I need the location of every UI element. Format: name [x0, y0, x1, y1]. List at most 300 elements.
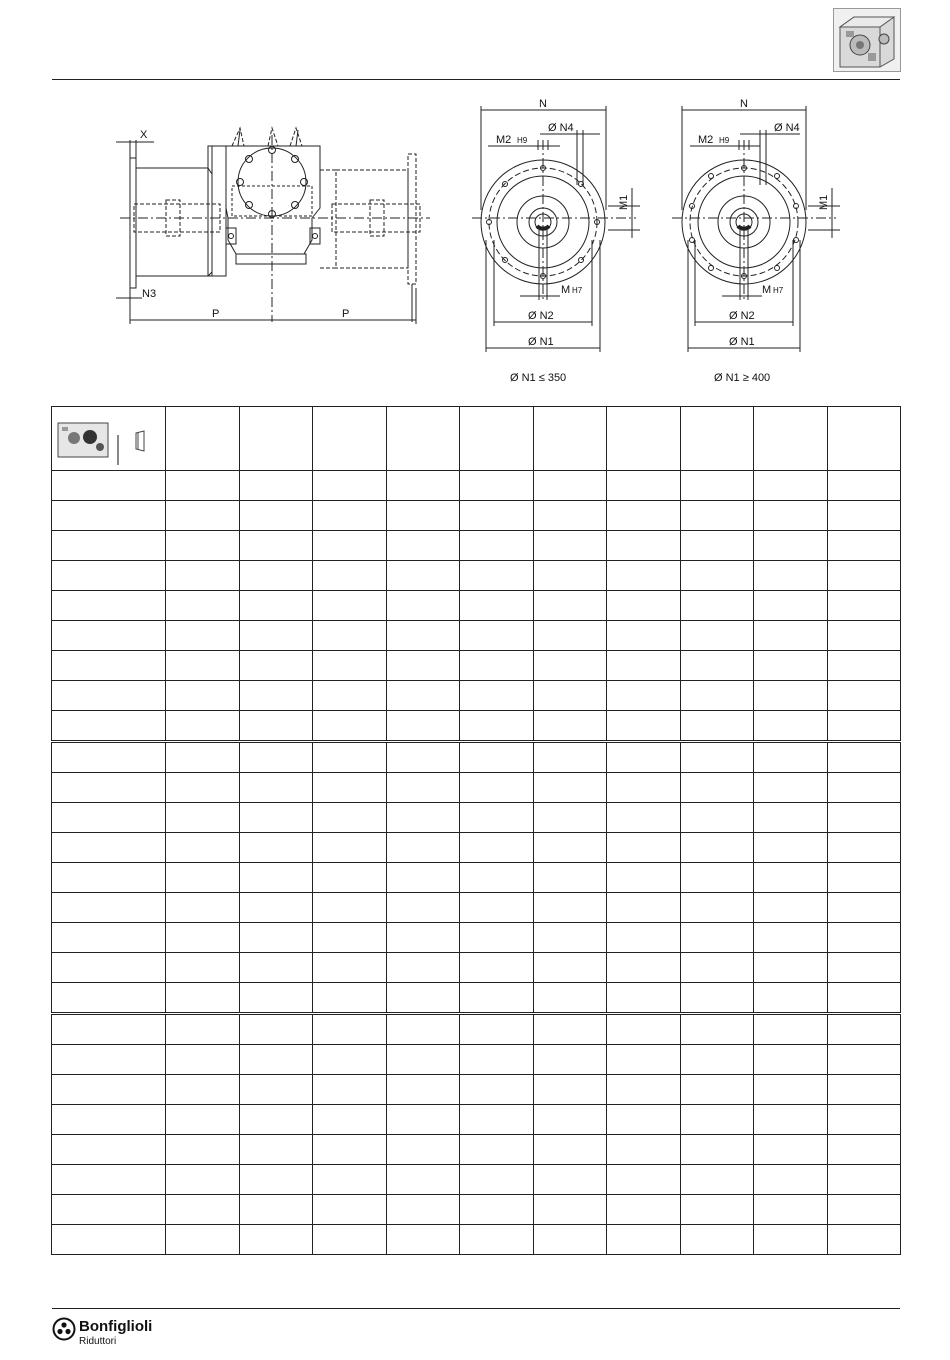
table-cell — [386, 561, 460, 591]
label-m2-large: M2 — [698, 134, 714, 146]
table-cell — [313, 1165, 387, 1195]
table-cell — [386, 1014, 460, 1045]
table-cell — [533, 833, 607, 863]
table-cell — [607, 681, 681, 711]
row-label-cell — [52, 681, 166, 711]
table-cell — [754, 621, 828, 651]
table-cell — [754, 1135, 828, 1165]
table-cell — [313, 651, 387, 681]
table-cell — [313, 711, 387, 742]
table-cell — [386, 651, 460, 681]
table-cell — [313, 531, 387, 561]
table-cell — [827, 742, 901, 773]
row-label-cell — [52, 591, 166, 621]
table-row — [52, 803, 901, 833]
table-cell — [239, 983, 313, 1014]
table-cell — [386, 803, 460, 833]
label-m-tol-large: H7 — [773, 286, 784, 295]
table-cell — [460, 1075, 534, 1105]
table-cell — [460, 1014, 534, 1045]
label-p-right: P — [342, 308, 350, 320]
label-n2-large: Ø N2 — [729, 310, 755, 322]
table-cell — [607, 1195, 681, 1225]
row-label-cell — [52, 711, 166, 742]
table-cell — [607, 1135, 681, 1165]
table-cell — [239, 591, 313, 621]
table-cell — [607, 531, 681, 561]
row-label-cell — [52, 531, 166, 561]
table-cell — [386, 863, 460, 893]
table-cell — [460, 501, 534, 531]
table-cell — [754, 803, 828, 833]
label-n-large: N — [740, 98, 748, 110]
table-cell — [827, 501, 901, 531]
table-cell — [533, 893, 607, 923]
table-cell — [460, 711, 534, 742]
table-cell — [239, 1075, 313, 1105]
table-cell — [607, 742, 681, 773]
table-cell — [533, 1045, 607, 1075]
table-cell — [460, 893, 534, 923]
table-cell — [827, 681, 901, 711]
table-cell — [313, 833, 387, 863]
table-cell — [680, 471, 754, 501]
table-cell — [166, 1045, 240, 1075]
label-n1-large: Ø N1 — [729, 336, 755, 348]
table-cell — [166, 863, 240, 893]
table-cell — [386, 953, 460, 983]
row-label-cell — [52, 1135, 166, 1165]
header-icon-cell — [52, 407, 166, 471]
table-cell — [460, 803, 534, 833]
table-cell — [313, 1135, 387, 1165]
table-cell — [607, 501, 681, 531]
table-row — [52, 591, 901, 621]
table-cell — [460, 1105, 534, 1135]
table-cell — [166, 833, 240, 863]
table-cell — [754, 681, 828, 711]
table-cell — [239, 863, 313, 893]
table-cell — [460, 531, 534, 561]
table-cell — [166, 501, 240, 531]
label-n1-small: Ø N1 — [528, 336, 554, 348]
table-cell — [607, 833, 681, 863]
label-m-tol-small: H7 — [572, 286, 583, 295]
table-cell — [166, 711, 240, 742]
table-cell — [607, 651, 681, 681]
table-cell — [239, 561, 313, 591]
row-label-cell — [52, 1105, 166, 1135]
table-cell — [239, 1014, 313, 1045]
table-cell — [239, 531, 313, 561]
table-cell — [239, 1165, 313, 1195]
label-n-small: N — [539, 98, 547, 110]
table-cell — [754, 953, 828, 983]
table-cell — [166, 651, 240, 681]
table-row — [52, 833, 901, 863]
table-cell — [386, 591, 460, 621]
table-cell — [166, 561, 240, 591]
table-cell — [460, 833, 534, 863]
table-cell — [680, 1195, 754, 1225]
table-cell — [313, 591, 387, 621]
table-cell — [460, 1165, 534, 1195]
table-cell — [754, 1165, 828, 1195]
table-cell — [827, 863, 901, 893]
table-cell — [239, 742, 313, 773]
table-cell — [166, 1165, 240, 1195]
table-cell — [386, 681, 460, 711]
side-view-drawing — [116, 128, 430, 324]
table-cell — [680, 803, 754, 833]
table-cell — [386, 711, 460, 742]
table-cell — [754, 742, 828, 773]
row-label-cell — [52, 1075, 166, 1105]
table-cell — [533, 681, 607, 711]
table-row — [52, 863, 901, 893]
table-cell — [166, 621, 240, 651]
row-label-cell — [52, 1165, 166, 1195]
table-cell — [827, 651, 901, 681]
table-row — [52, 681, 901, 711]
table-cell — [607, 863, 681, 893]
table-cell — [313, 681, 387, 711]
table-cell — [754, 1075, 828, 1105]
table-cell — [533, 983, 607, 1014]
table-cell — [827, 1045, 901, 1075]
footer-rule — [52, 1308, 900, 1309]
table-cell — [386, 1225, 460, 1255]
table-cell — [533, 1165, 607, 1195]
table-cell — [313, 742, 387, 773]
table-cell — [239, 953, 313, 983]
table-cell — [827, 833, 901, 863]
table-cell — [533, 1105, 607, 1135]
table-cell — [533, 651, 607, 681]
table-cell — [313, 803, 387, 833]
table-cell — [827, 923, 901, 953]
table-cell — [460, 621, 534, 651]
table-cell — [239, 651, 313, 681]
table-cell — [166, 471, 240, 501]
brand-name: Bonfiglioli — [79, 1318, 153, 1335]
table-row — [52, 1135, 901, 1165]
table-cell — [313, 923, 387, 953]
table-cell — [607, 1165, 681, 1195]
table-cell — [680, 1014, 754, 1045]
table-cell — [313, 501, 387, 531]
table-cell — [460, 681, 534, 711]
table-row — [52, 742, 901, 773]
table-cell — [607, 953, 681, 983]
table-cell — [166, 773, 240, 803]
table-row — [52, 711, 901, 742]
table-cell — [607, 471, 681, 501]
table-cell — [166, 893, 240, 923]
table-cell — [680, 1045, 754, 1075]
table-cell — [827, 1225, 901, 1255]
table-cell — [827, 1105, 901, 1135]
table-cell — [239, 1135, 313, 1165]
row-label-cell — [52, 773, 166, 803]
table-cell — [386, 471, 460, 501]
table-cell — [386, 742, 460, 773]
table-cell — [827, 803, 901, 833]
row-label-cell — [52, 983, 166, 1014]
table-cell — [313, 1045, 387, 1075]
table-cell — [754, 773, 828, 803]
table-cell — [239, 773, 313, 803]
row-label-cell — [52, 833, 166, 863]
table-row — [52, 893, 901, 923]
table-cell — [460, 561, 534, 591]
row-label-cell — [52, 471, 166, 501]
table-cell — [239, 923, 313, 953]
table-cell — [680, 863, 754, 893]
table-cell — [827, 621, 901, 651]
table-cell — [239, 1105, 313, 1135]
table-cell — [827, 531, 901, 561]
table-cell — [680, 501, 754, 531]
table-cell — [460, 953, 534, 983]
row-label-cell — [52, 1014, 166, 1045]
table-cell — [239, 711, 313, 742]
row-label-cell — [52, 953, 166, 983]
table-cell — [754, 1105, 828, 1135]
table-cell — [754, 863, 828, 893]
table-cell — [607, 893, 681, 923]
table-row — [52, 1014, 901, 1045]
table-cell — [754, 893, 828, 923]
row-label-cell — [52, 501, 166, 531]
table-cell — [386, 833, 460, 863]
table-cell — [313, 1075, 387, 1105]
table-cell — [533, 591, 607, 621]
table-cell — [239, 471, 313, 501]
table-cell — [533, 621, 607, 651]
table-cell — [680, 651, 754, 681]
table-cell — [754, 471, 828, 501]
table-row — [52, 983, 901, 1014]
table-cell — [166, 1225, 240, 1255]
table-cell — [754, 833, 828, 863]
table-cell — [166, 591, 240, 621]
row-label-cell — [52, 1225, 166, 1255]
table-row — [52, 1045, 901, 1075]
row-label-cell — [52, 1195, 166, 1225]
table-cell — [680, 531, 754, 561]
table-cell — [680, 893, 754, 923]
technical-drawings — [0, 0, 950, 400]
table-cell — [680, 1075, 754, 1105]
table-cell — [533, 1195, 607, 1225]
table-cell — [680, 1225, 754, 1255]
table-cell — [166, 803, 240, 833]
table-cell — [827, 1195, 901, 1225]
table-cell — [827, 1135, 901, 1165]
table-cell — [313, 983, 387, 1014]
table-cell — [460, 773, 534, 803]
table-cell — [239, 1045, 313, 1075]
table-cell — [386, 501, 460, 531]
table-cell — [680, 591, 754, 621]
brand-tagline: Riduttori — [79, 1336, 117, 1347]
table-cell — [607, 1225, 681, 1255]
table-cell — [533, 531, 607, 561]
table-cell — [680, 1105, 754, 1135]
table-cell — [533, 1225, 607, 1255]
table-cell — [607, 591, 681, 621]
table-cell — [386, 531, 460, 561]
table-row — [52, 1075, 901, 1105]
table-cell — [754, 1195, 828, 1225]
table-cell — [680, 742, 754, 773]
table-cell — [827, 561, 901, 591]
row-label-cell — [52, 651, 166, 681]
table-row — [52, 1105, 901, 1135]
label-m-small: M — [561, 284, 571, 296]
table-cell — [533, 1075, 607, 1105]
table-cell — [313, 1105, 387, 1135]
table-cell — [386, 983, 460, 1014]
table-cell — [607, 983, 681, 1014]
table-cell — [386, 1165, 460, 1195]
table-cell — [533, 471, 607, 501]
label-n3: N3 — [142, 288, 157, 300]
table-cell — [827, 1075, 901, 1105]
table-cell — [680, 773, 754, 803]
table-cell — [239, 681, 313, 711]
table-cell — [754, 531, 828, 561]
table-cell — [460, 651, 534, 681]
table-cell — [533, 711, 607, 742]
table-cell — [460, 591, 534, 621]
table-cell — [166, 531, 240, 561]
table-cell — [313, 863, 387, 893]
table-cell — [680, 1165, 754, 1195]
table-cell — [607, 923, 681, 953]
row-label-cell — [52, 803, 166, 833]
table-cell — [680, 561, 754, 591]
table-cell — [533, 501, 607, 531]
table-cell — [313, 1014, 387, 1045]
table-cell — [313, 1195, 387, 1225]
table-cell — [166, 742, 240, 773]
row-label-cell — [52, 621, 166, 651]
table-row — [52, 621, 901, 651]
table-cell — [166, 1075, 240, 1105]
label-n2-small: Ø N2 — [528, 310, 554, 322]
table-cell — [460, 923, 534, 953]
table-cell — [607, 711, 681, 742]
table-cell — [313, 953, 387, 983]
table-cell — [386, 773, 460, 803]
table-cell — [533, 923, 607, 953]
table-cell — [827, 1014, 901, 1045]
table-cell — [607, 1045, 681, 1075]
bonfiglioli-logo-icon — [52, 1317, 76, 1341]
table-row — [52, 953, 901, 983]
table-cell — [313, 773, 387, 803]
table-cell — [313, 471, 387, 501]
table-cell — [827, 893, 901, 923]
row-label-cell — [52, 923, 166, 953]
table-cell — [166, 1135, 240, 1165]
table-cell — [607, 1014, 681, 1045]
table-cell — [239, 803, 313, 833]
row-label-cell — [52, 742, 166, 773]
table-cell — [533, 953, 607, 983]
table-cell — [386, 893, 460, 923]
label-m2-small: M2 — [496, 134, 512, 146]
table-cell — [460, 863, 534, 893]
gearbox-config-icon — [52, 407, 165, 465]
table-cell — [754, 561, 828, 591]
table-cell — [386, 1195, 460, 1225]
table-row — [52, 501, 901, 531]
table-cell — [460, 1135, 534, 1165]
table-cell — [827, 773, 901, 803]
table-row — [52, 531, 901, 561]
table-row — [52, 923, 901, 953]
table-cell — [827, 983, 901, 1014]
table-cell — [460, 471, 534, 501]
label-x: X — [140, 129, 148, 141]
table-cell — [460, 983, 534, 1014]
table-cell — [754, 651, 828, 681]
table-cell — [460, 1045, 534, 1075]
table-cell — [166, 1105, 240, 1135]
table-cell — [754, 1225, 828, 1255]
row-label-cell — [52, 1045, 166, 1075]
table-cell — [460, 1195, 534, 1225]
table-cell — [533, 1135, 607, 1165]
table-cell — [386, 621, 460, 651]
table-cell — [680, 983, 754, 1014]
table-row — [52, 471, 901, 501]
label-p-left: P — [212, 308, 220, 320]
table-cell — [166, 953, 240, 983]
caption-large-flange: Ø N1 ≥ 400 — [714, 372, 771, 384]
table-cell — [313, 893, 387, 923]
table-cell — [680, 923, 754, 953]
table-cell — [754, 501, 828, 531]
table-cell — [386, 923, 460, 953]
label-n4-small: Ø N4 — [548, 122, 574, 134]
row-label-cell — [52, 893, 166, 923]
table-cell — [680, 681, 754, 711]
table-row — [52, 651, 901, 681]
table-cell — [386, 1045, 460, 1075]
table-cell — [827, 711, 901, 742]
table-cell — [754, 591, 828, 621]
table-cell — [386, 1135, 460, 1165]
table-header-row — [52, 407, 901, 471]
table-cell — [386, 1105, 460, 1135]
table-cell — [680, 621, 754, 651]
table-cell — [607, 1075, 681, 1105]
table-cell — [239, 1195, 313, 1225]
table-cell — [680, 833, 754, 863]
table-cell — [533, 803, 607, 833]
table-row — [52, 1225, 901, 1255]
table-cell — [607, 773, 681, 803]
label-m2-tol-small: H9 — [517, 136, 528, 145]
dimension-table — [51, 406, 901, 1255]
table-cell — [460, 1225, 534, 1255]
bonfiglioli-logo — [52, 1313, 192, 1349]
table-cell — [827, 953, 901, 983]
